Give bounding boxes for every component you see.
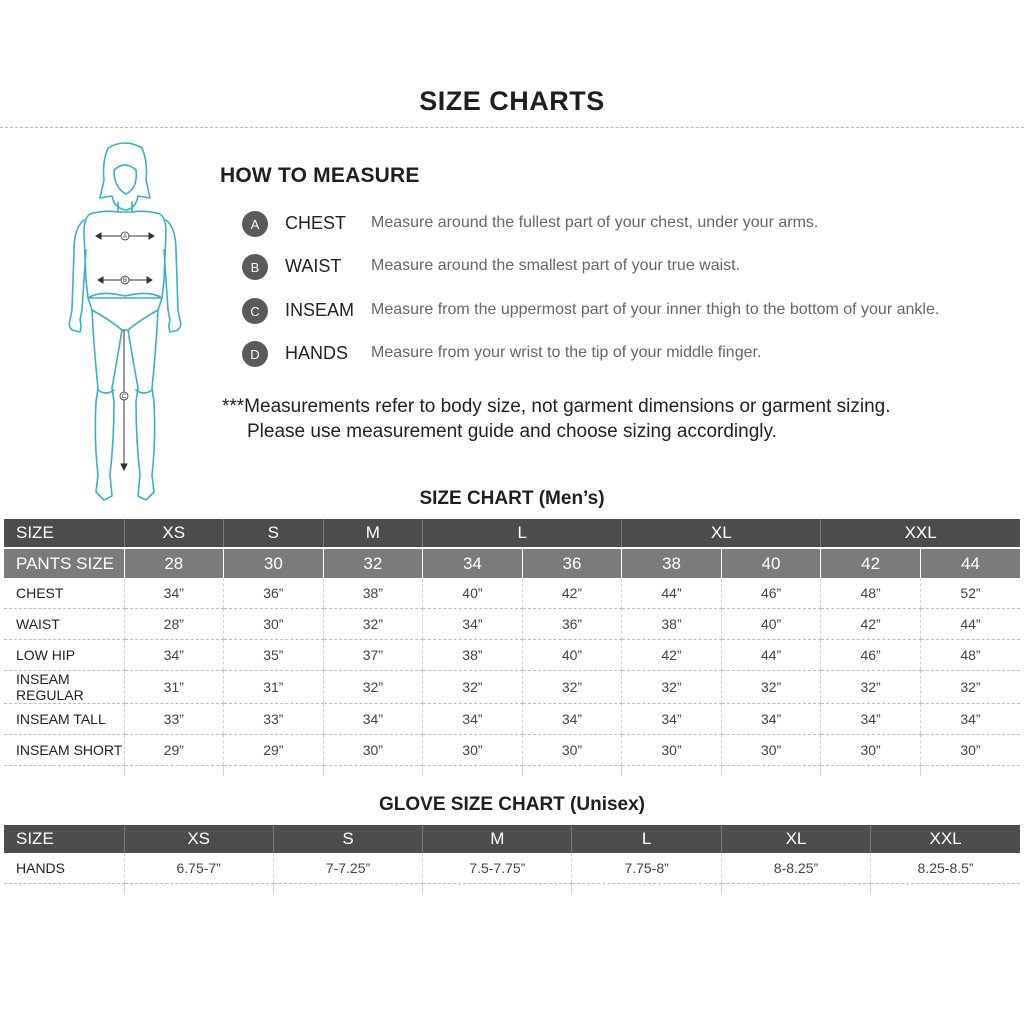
table-cell: 34” [721, 704, 821, 735]
table-cell: 46” [721, 578, 821, 609]
table-cell: 34” [423, 609, 523, 640]
table-row-inseam-short [4, 735, 1020, 766]
table-spacer [4, 884, 1020, 895]
measure-label: HANDS [285, 343, 349, 363]
pants-size: 44 [920, 548, 1020, 578]
row-label: INSEAM REGULAR [4, 671, 124, 704]
size-xxl: XXL [821, 519, 1020, 548]
row-label: WAIST [4, 609, 124, 640]
table-cell: 48” [920, 640, 1020, 671]
measurement-note [222, 394, 890, 444]
table-cell: 34” [522, 704, 622, 735]
glove-size-xxl: XXL [871, 825, 1020, 853]
table-cell: 44” [920, 609, 1020, 640]
table-cell: 31” [124, 671, 224, 704]
table-cell: 37” [323, 640, 423, 671]
table-cell: 35” [224, 640, 324, 671]
table-cell: 34” [622, 704, 722, 735]
table-row-low-hip [4, 640, 1020, 671]
table-cell: 32” [423, 671, 523, 704]
pants-size: 38 [622, 548, 722, 578]
table-cell: 30” [522, 735, 622, 766]
measure-label: WAIST [285, 256, 342, 276]
table-cell: 7-7.25” [273, 853, 422, 884]
table-row-inseam-tall [4, 704, 1020, 735]
pants-size: 34 [423, 548, 523, 578]
table-cell: 34” [124, 578, 224, 609]
table-cell: 6.75-7” [124, 853, 273, 884]
measure-description: Measure around the smallest part of your true waist. [371, 257, 741, 274]
row-label: CHEST [4, 578, 124, 609]
table-cell: 7.5-7.75” [423, 853, 572, 884]
glove-size-header-row [4, 825, 1020, 853]
glove-chart-title: GLOVE SIZE CHART (Unisex) [378, 794, 646, 815]
table-cell: 46” [821, 640, 921, 671]
measure-row-hands [242, 341, 762, 367]
glove-size-xs: XS [124, 825, 273, 853]
note-line-1: ***Measurements refer to body size, not garment dimensions or garment sizing. [222, 396, 891, 417]
measure-row-inseam [242, 298, 940, 324]
table-cell: 40” [522, 640, 622, 671]
size-header-label: SIZE [4, 519, 124, 548]
table-cell: 31” [224, 671, 324, 704]
row-label: LOW HIP [4, 640, 124, 671]
table-cell: 30” [323, 735, 423, 766]
table-cell: 32” [622, 671, 722, 704]
table-cell: 30” [821, 735, 921, 766]
how-to-measure-title: HOW TO MEASURE [220, 164, 420, 187]
badge-d: D [242, 341, 268, 367]
measure-label: INSEAM [285, 300, 355, 320]
pants-size: 30 [224, 548, 324, 578]
size-header-label: SIZE [4, 825, 124, 853]
measure-label: CHEST [285, 213, 347, 233]
table-cell: 32” [323, 671, 423, 704]
table-cell: 42” [622, 640, 722, 671]
table-row-inseam-regular [4, 671, 1020, 704]
size-l: L [423, 519, 622, 548]
table-cell: 34” [821, 704, 921, 735]
table-cell: 8-8.25” [721, 853, 870, 884]
table-cell: 42” [821, 609, 921, 640]
table-cell: 30” [423, 735, 523, 766]
table-cell: 34” [920, 704, 1020, 735]
table-cell: 38” [423, 640, 523, 671]
table-cell: 52” [920, 578, 1020, 609]
glove-size-s: S [273, 825, 422, 853]
table-cell: 30” [920, 735, 1020, 766]
table-cell: 29” [224, 735, 324, 766]
pants-size-label: PANTS SIZE [4, 548, 124, 578]
note-line-2: Please use measurement guide and choose sizing accordingly. [247, 421, 777, 442]
measure-description: Measure from your wrist to the tip of your middle finger. [371, 344, 762, 361]
table-spacer [4, 766, 1020, 777]
table-cell: 34” [323, 704, 423, 735]
figure-marker-c: C [121, 394, 127, 400]
size-m: M [323, 519, 423, 548]
table-cell: 34” [124, 640, 224, 671]
table-cell: 44” [721, 640, 821, 671]
table-cell: 36” [224, 578, 324, 609]
mens-size-table [4, 519, 1020, 776]
pants-size: 32 [323, 548, 423, 578]
row-label: INSEAM SHORT [4, 735, 124, 766]
table-cell: 30” [224, 609, 324, 640]
glove-size-table [4, 825, 1020, 894]
mens-chart-title: SIZE CHART (Men’s) [419, 488, 605, 509]
table-cell: 29” [124, 735, 224, 766]
measure-row-chest [242, 211, 819, 237]
table-cell: 30” [721, 735, 821, 766]
measure-description: Measure around the fullest part of your chest, under your arms. [371, 214, 819, 231]
size-xl: XL [622, 519, 821, 548]
table-cell: 8.25-8.5” [871, 853, 1020, 884]
figure-marker-a: A [122, 234, 128, 240]
divider [0, 127, 1024, 128]
table-cell: 36” [522, 609, 622, 640]
table-cell: 28” [124, 609, 224, 640]
table-cell: 32” [323, 609, 423, 640]
table-row-chest [4, 578, 1020, 609]
size-xs: XS [124, 519, 224, 548]
table-row-waist [4, 609, 1020, 640]
table-cell: 34” [423, 704, 523, 735]
table-cell: 40” [721, 609, 821, 640]
row-label: HANDS [4, 853, 124, 884]
badge-c: C [242, 298, 268, 324]
table-cell: 30” [622, 735, 722, 766]
table-cell: 48” [821, 578, 921, 609]
glove-size-l: L [572, 825, 721, 853]
glove-size-xl: XL [721, 825, 870, 853]
pants-size-row [4, 548, 1020, 578]
table-cell: 7.75-8” [572, 853, 721, 884]
measure-row-waist [242, 254, 741, 280]
table-cell: 32” [821, 671, 921, 704]
pants-size: 28 [124, 548, 224, 578]
measure-description: Measure from the uppermost part of your inner thigh to the bottom of your ankle. [371, 301, 940, 318]
table-row-hands [4, 853, 1020, 884]
pants-size: 40 [721, 548, 821, 578]
body-figure-icon [60, 140, 190, 510]
table-cell: 42” [522, 578, 622, 609]
table-cell: 38” [323, 578, 423, 609]
page-title: SIZE CHARTS [419, 86, 605, 116]
glove-size-m: M [423, 825, 572, 853]
table-cell: 40” [423, 578, 523, 609]
pants-size: 36 [522, 548, 622, 578]
table-cell: 32” [522, 671, 622, 704]
table-cell: 32” [920, 671, 1020, 704]
table-cell: 33” [224, 704, 324, 735]
table-cell: 33” [124, 704, 224, 735]
badge-b: B [242, 254, 268, 280]
table-cell: 44” [622, 578, 722, 609]
figure-marker-b: B [122, 278, 128, 284]
row-label: INSEAM TALL [4, 704, 124, 735]
table-cell: 32” [721, 671, 821, 704]
size-header-row [4, 519, 1020, 548]
size-s: S [224, 519, 324, 548]
table-cell: 38” [622, 609, 722, 640]
pants-size: 42 [821, 548, 921, 578]
badge-a: A [242, 211, 268, 237]
